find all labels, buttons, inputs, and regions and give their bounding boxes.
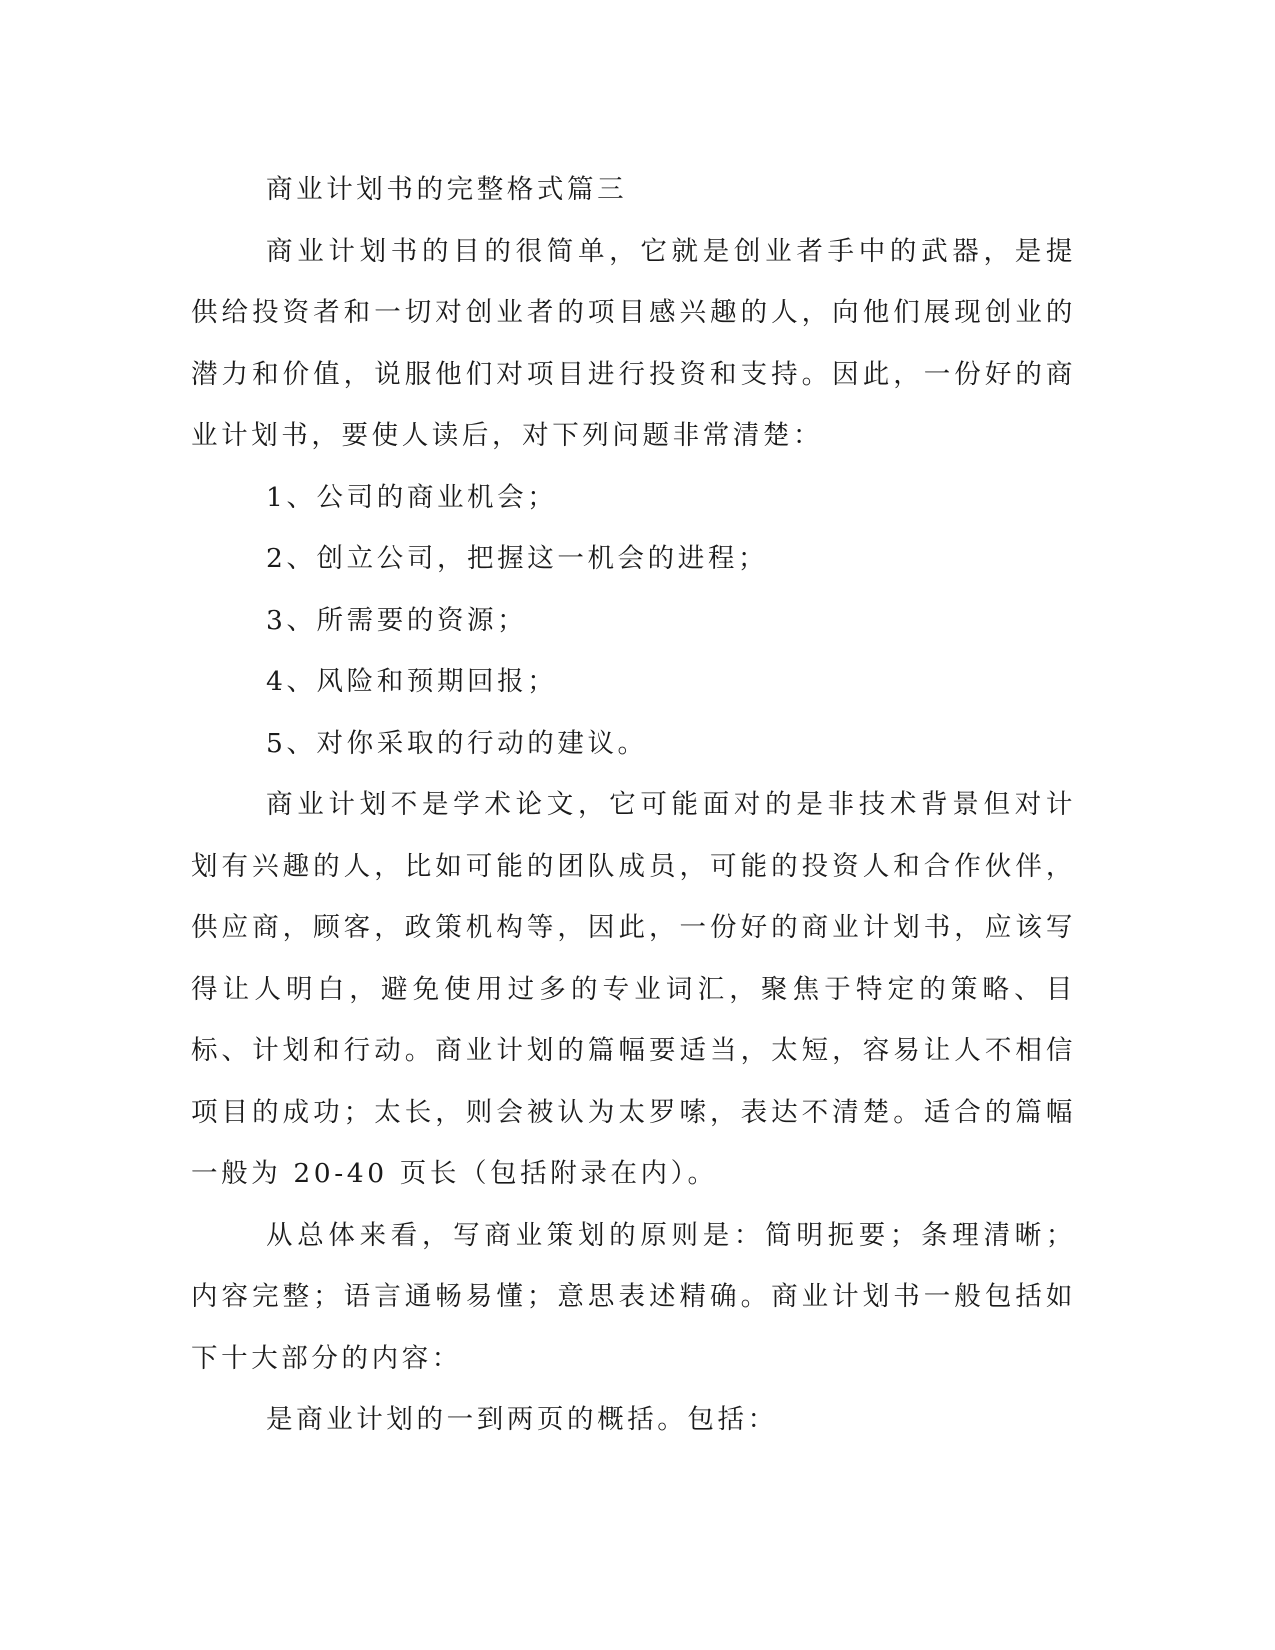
paragraph-summary: 是商业计划的一到两页的概括。包括： — [266, 1404, 778, 1435]
paragraph-principles: 从总体来看，写商业策划的原则是：简明扼要；条理清晰；内容完整；语言通畅易懂；意思表述精确。商业计划书一般包括如下十大部分的内容： — [191, 1219, 1076, 1374]
list-item-1: 1、公司的商业机会； — [266, 481, 558, 513]
document-title: 商业计划书的完整格式篇三 — [266, 174, 628, 205]
list-item-4: 4、风险和预期回报； — [266, 666, 558, 697]
paragraph-purpose: 商业计划书的目的很简单，它就是创业者手中的武器，是提供给投资者和一切对创业者的项目感兴趣的人，向他们展现创业的潜力和价值，说服他们对项目进行投资和支持。因此，一份好的商业计划书，要使人读后，对下列问题非常清楚： — [191, 235, 1076, 451]
document-body — [191, 159, 1076, 1451]
list-item-5: 5、对你采取的行动的建议。 — [266, 727, 648, 759]
list-item-3: 3、所需要的资源； — [266, 604, 528, 636]
paragraph-audience: 商业计划不是学术论文，它可能面对的是非技术背景但对计划有兴趣的人，比如可能的团队成员，可能的投资人和合作伙伴，供应商，顾客，政策机构等，因此，一份好的商业计划书，应该写得让人明白，避免使用过多的专业词汇，聚焦于特定的策略、目标、计划和行动。商业计划的篇幅要适当，太短，容易让人不相信项目的成功；太长，则会被认为太罗嗦，表达不清楚。适合的篇幅一般为 20-40 页长（包括附录在内）。 — [191, 789, 1076, 1189]
list-item-2: 2、创立公司，把握这一机会的进程； — [266, 543, 769, 574]
